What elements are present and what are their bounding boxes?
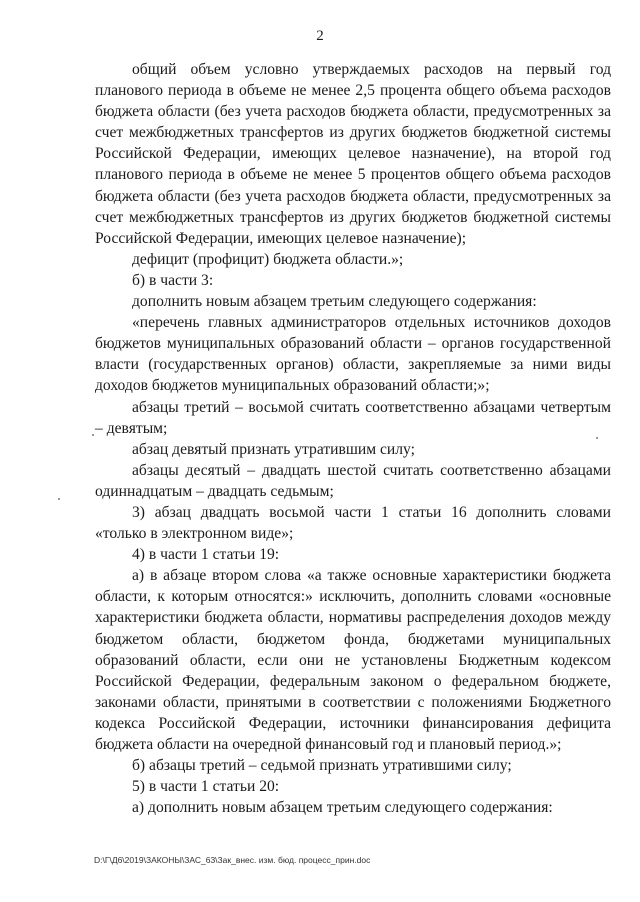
paragraph: «перечень главных администраторов отдельных источников доходов бюджетов муниципальных образований области – органов государственной власти (государственных органов) области, закрепляемые за ними виды доходов бюджетов муниципальных образований области;»; xyxy=(95,314,611,395)
scan-speck xyxy=(58,498,60,500)
paragraph: а) дополнить новым абзацем третьим следующего содержания: xyxy=(132,799,553,817)
paragraph: 3) абзац двадцать восьмой части 1 статьи 16 дополнить словами «только в электронном виде»; xyxy=(95,503,611,543)
paragraph: 4) в части 1 статьи 19: xyxy=(132,546,280,564)
paragraph: а) в абзаце втором слова «а также основные характеристики бюджета области, к которым относятся:» исключить, дополнить словами «основные характеристики бюджета области, нормативы распределения доходов между бюджетом области, бюджетом фонда, бюджетами муниципальных образований области, если они не установлены Бюджетным кодексом Российской Федерации, федеральным законом о федеральном бюджете, законами области, принятыми в соответствии с положениями Бюджетного кодекса Российской Федерации, источники финансирования дефицита бюджета области на очередной финансовый год и плановый период.»; xyxy=(95,567,611,753)
scan-speck xyxy=(596,437,598,439)
paragraph: дополнить новым абзацем третьим следующего содержания: xyxy=(132,293,537,311)
document-body xyxy=(95,59,611,818)
paragraph: абзац девятый признать утратившим силу; xyxy=(132,440,415,458)
paragraph: общий объем условно утверждаемых расходов на первый год планового периода в объеме не менее 2,5 процента общего объема расходов бюджета области (без учета расходов бюджета области, предусмотренных за счет межбюджетных трансфертов из других бюджетов бюджетной системы Российской Федерации, имеющих целевое назначение), на второй год планового периода в объеме не менее 5 процентов общего объема расходов бюджета области (без учета расходов бюджета области, предусмотренных за счет межбюджетных трансфертов из других бюджетов бюджетной системы Российской Федерации, имеющих целевое назначение); xyxy=(95,61,611,247)
paragraph: 5) в части 1 статьи 20: xyxy=(132,778,280,796)
paragraph: б) в части 3: xyxy=(132,271,214,289)
paragraph: абзацы третий – восьмой считать соответственно абзацами четвертым – девятым; xyxy=(95,398,611,437)
footer-file-path: D:\Г\Д6\2019\ЗАКОНЫ\ЗАС_63\Зак_внес. изм. бюд. процесс_прин.doc xyxy=(94,855,371,865)
scan-speck xyxy=(92,434,94,436)
page-number: 2 xyxy=(316,28,324,44)
paragraph: б) абзацы третий – седьмой признать утратившими силу; xyxy=(132,757,512,775)
paragraph: абзацы десятый – двадцать шестой считать соответственно абзацами одиннадцатым – двадцать седьмым; xyxy=(95,461,611,500)
paragraph: дефицит (профицит) бюджета области.»; xyxy=(132,250,404,268)
